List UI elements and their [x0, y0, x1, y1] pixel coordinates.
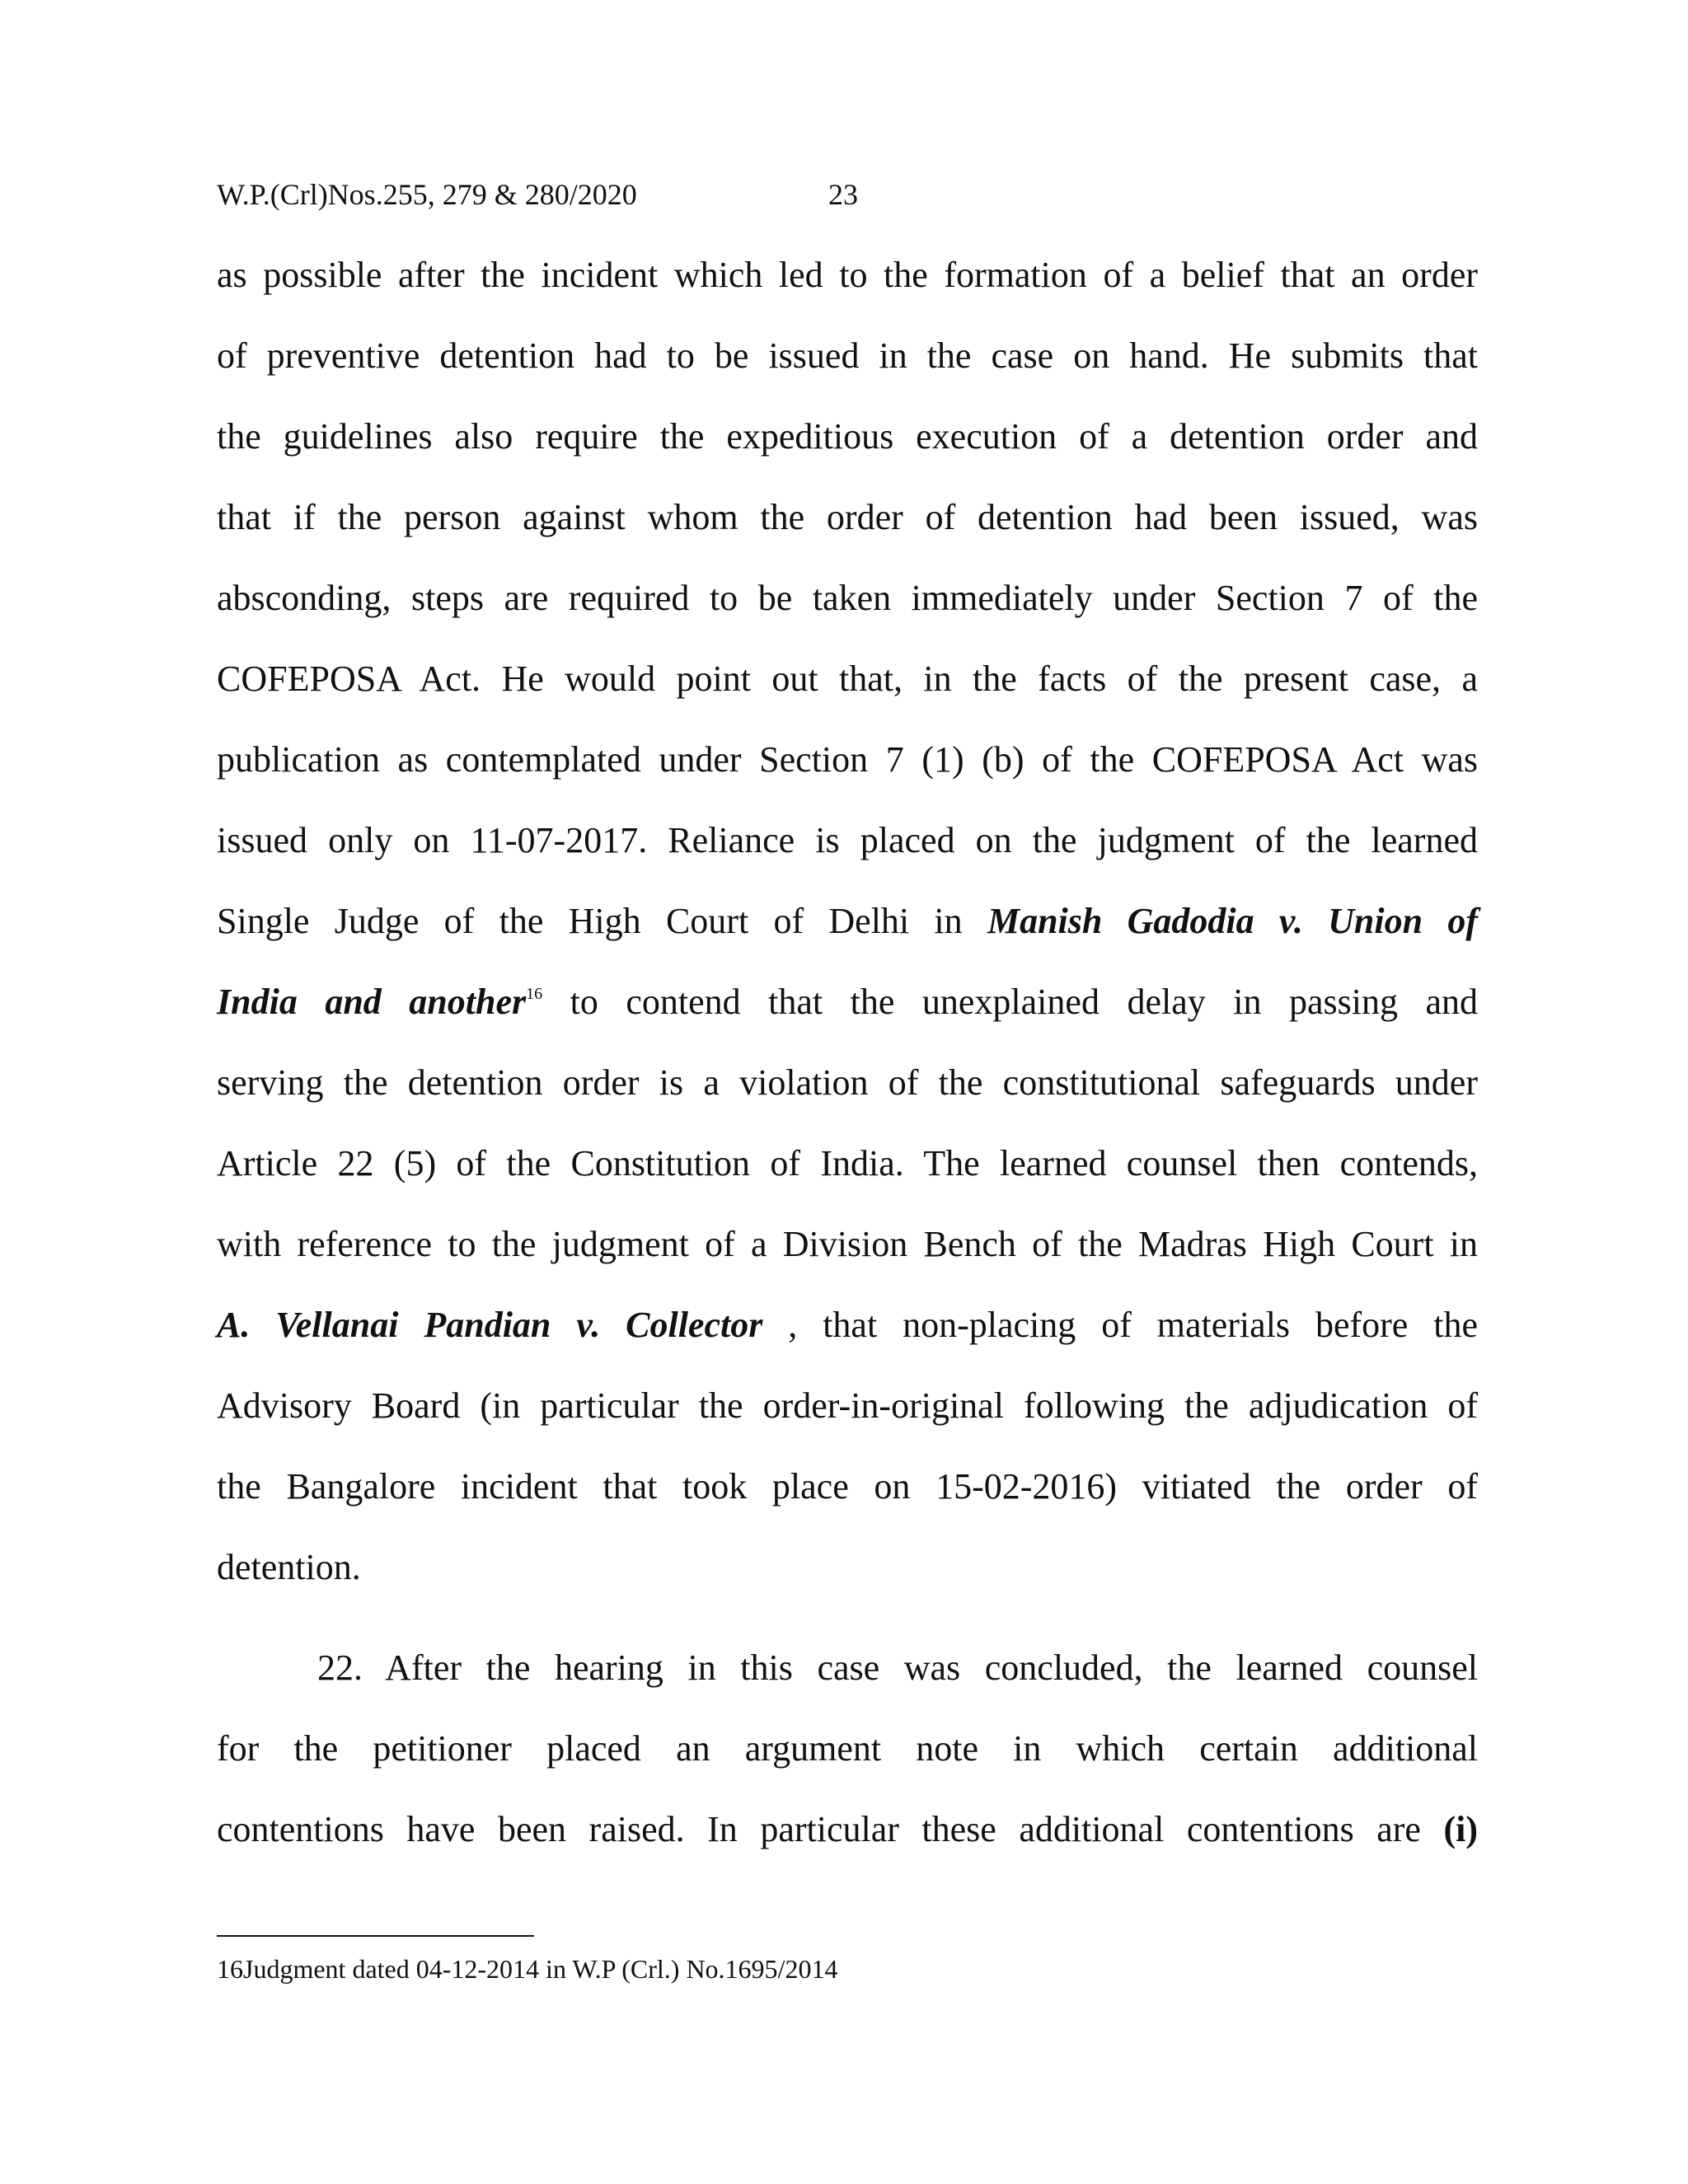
list-marker: (i)	[1443, 1809, 1478, 1849]
text-line	[217, 1302, 1478, 1348]
text-line: the Bangalore incident that took place on 15-02-2016) vitiated the order of	[217, 1466, 1478, 1507]
text-line: of preventive detention had to be issued in the case on hand. He submits that	[217, 335, 1478, 376]
text-line: detention.	[217, 1547, 361, 1587]
text-line: issued only on 11-07-2017. Reliance is placed on the judgment of the learned	[217, 820, 1478, 860]
footnote-divider	[217, 1935, 534, 1937]
case-citation: A. Vellanai Pandian v. Collector	[217, 1305, 763, 1345]
footnote: 16Judgment dated 04-12-2014 in W.P (Crl.) No.1695/2014	[217, 1954, 838, 1984]
text-line: absconding, steps are required to be taken immediately under Section 7 of the	[217, 578, 1478, 618]
footnote-reference: 16	[526, 985, 543, 1003]
case-citation: India and another	[217, 982, 527, 1022]
text-line	[217, 1807, 1478, 1853]
page-number: 23	[828, 178, 858, 211]
paragraph-number: 22.	[317, 1647, 363, 1688]
text-line: with reference to the judgment of a Division Bench of the Madras High Court in	[217, 1224, 1478, 1264]
text-line: serving the detention order is a violation of the constitutional safeguards under	[217, 1062, 1478, 1103]
text-line: Article 22 (5) of the Constitution of India. The learned counsel then contends,	[217, 1143, 1478, 1183]
paragraph-first-line	[317, 1645, 1478, 1691]
text-line	[217, 979, 1478, 1025]
text-line: publication as contemplated under Section 7 (1) (b) of the COFEPOSA Act was	[217, 739, 1478, 780]
text-line: Advisory Board (in particular the order-in-original following the adjudication of	[217, 1385, 1478, 1426]
text-segment: to contend that the unexplained delay in passing and	[570, 982, 1479, 1022]
text-segment: , that non-placing of materials before the	[788, 1305, 1479, 1345]
text-segment: Single Judge of the High Court of Delhi in	[217, 901, 963, 941]
text-line	[217, 898, 1478, 944]
text-line: COFEPOSA Act. He would point out that, in the facts of the present case, a	[217, 658, 1478, 699]
text-segment: contentions have been raised. In particular these additional contentions are	[217, 1809, 1421, 1849]
text-segment: After the hearing in this case was concluded, the learned counsel	[385, 1647, 1478, 1688]
case-citation: Manish Gadodia v. Union of	[987, 901, 1478, 941]
text-line: for the petitioner placed an argument note in which certain additional	[217, 1728, 1478, 1769]
page-header	[217, 178, 858, 211]
text-line: that if the person against whom the order of detention had been issued, was	[217, 497, 1478, 537]
text-line: as possible after the incident which led to the formation of a belief that an order	[217, 255, 1478, 295]
text-line: the guidelines also require the expeditious execution of a detention order and	[217, 416, 1478, 457]
case-number: W.P.(Crl)Nos.255, 279 & 280/2020	[217, 178, 637, 211]
